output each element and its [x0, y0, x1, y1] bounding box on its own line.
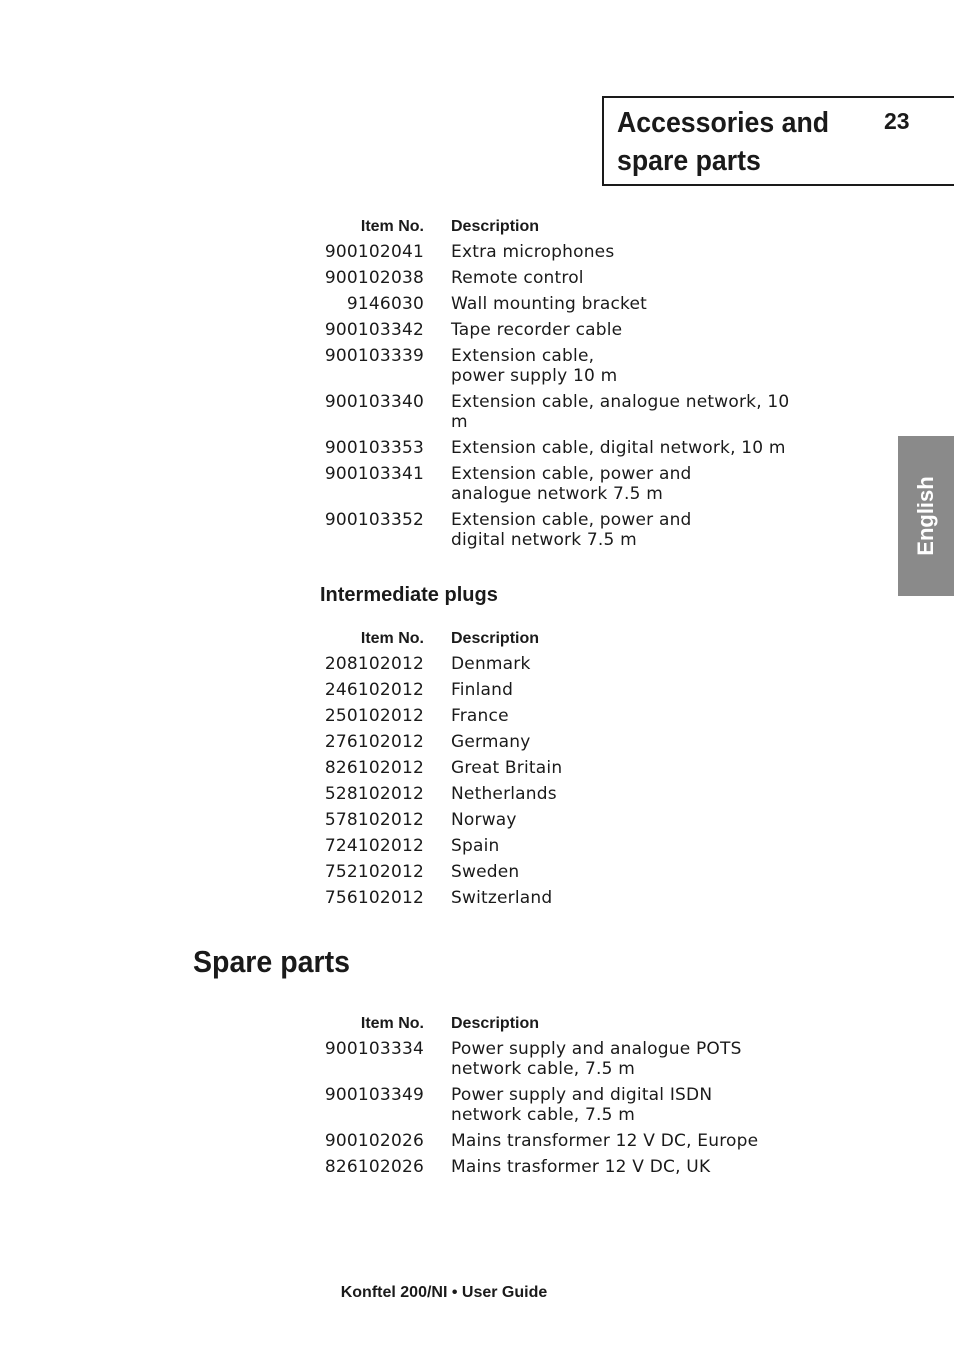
item-description: Spain	[451, 836, 500, 856]
table-row	[320, 706, 811, 726]
table-row	[320, 1085, 811, 1125]
table-row	[320, 510, 811, 550]
chapter-header	[602, 96, 954, 186]
item-description: Extra microphones	[451, 242, 615, 262]
table-row	[320, 1131, 811, 1151]
description-header: Description	[451, 630, 540, 647]
section-heading-spare-parts: Spare parts	[193, 944, 350, 979]
item-description: Sweden	[451, 862, 520, 882]
table-row	[320, 1157, 811, 1177]
item-no-header: Item No.	[360, 1015, 424, 1032]
item-description: Netherlands	[451, 784, 557, 804]
item-number: 826102026	[324, 1157, 424, 1177]
table-row	[320, 1039, 811, 1079]
item-description: Switzerland	[451, 888, 553, 908]
page-footer: Konftel 200/NI • User Guide	[340, 1284, 548, 1301]
table-row	[320, 810, 811, 830]
item-number: 826102012	[324, 758, 424, 778]
item-number: 250102012	[324, 706, 424, 726]
item-number: 724102012	[324, 836, 424, 856]
table-row	[320, 654, 811, 674]
table-header	[320, 1014, 811, 1034]
table-row	[320, 268, 811, 288]
item-description: Denmark	[451, 654, 531, 674]
item-description: Finland	[451, 680, 514, 700]
item-number: 900102026	[324, 1131, 424, 1151]
item-number: 900103349	[324, 1085, 424, 1105]
item-number: 900103340	[324, 392, 424, 412]
chapter-title: Accessories and spare parts	[617, 107, 830, 177]
spare-parts-table	[320, 1014, 811, 1183]
item-description: Power supply and analogue POTS network cable, 7.5 m	[451, 1039, 742, 1079]
item-description: Germany	[451, 732, 531, 752]
section-heading-intermediate-plugs: Intermediate plugs	[320, 584, 498, 606]
item-description: Extension cable, analogue network, 10 m	[451, 392, 790, 432]
item-description: France	[451, 706, 509, 726]
table-row	[320, 784, 811, 804]
item-number: 900103341	[324, 464, 424, 484]
table-row	[320, 836, 811, 856]
item-description: Norway	[451, 810, 517, 830]
item-number: 246102012	[324, 680, 424, 700]
item-no-header: Item No.	[360, 630, 424, 647]
item-number: 900103353	[324, 438, 424, 458]
item-number: 900102041	[324, 242, 424, 262]
table-row	[320, 438, 811, 458]
item-description: Mains transformer 12 V DC, Europe	[451, 1131, 759, 1151]
item-number: 9146030	[346, 294, 424, 314]
item-no-header: Item No.	[360, 218, 424, 235]
language-tab	[898, 436, 954, 596]
item-description: Extension cable, power and digital network 7.5 m	[451, 510, 692, 550]
table-row	[320, 758, 811, 778]
item-number: 900102038	[324, 268, 424, 288]
table-row	[320, 294, 811, 314]
item-description: Great Britain	[451, 758, 563, 778]
description-header: Description	[451, 1015, 540, 1032]
item-description: Wall mounting bracket	[451, 294, 647, 314]
item-description: Mains trasformer 12 V DC, UK	[451, 1157, 711, 1177]
item-description: Remote control	[451, 268, 584, 288]
item-number: 528102012	[324, 784, 424, 804]
table-row	[320, 392, 811, 432]
item-number: 900103342	[324, 320, 424, 340]
table-row	[320, 242, 811, 262]
table-row	[320, 732, 811, 752]
language-tab-label: English	[913, 476, 938, 556]
description-header: Description	[451, 218, 540, 235]
item-number: 756102012	[324, 888, 424, 908]
table-row	[320, 862, 811, 882]
item-number: 578102012	[324, 810, 424, 830]
item-number: 900103352	[324, 510, 424, 530]
item-number: 208102012	[324, 654, 424, 674]
page-number: 23	[884, 108, 910, 134]
item-description: Power supply and digital ISDN network cable, 7.5 m	[451, 1085, 713, 1125]
item-description: Extension cable, power supply 10 m	[451, 346, 618, 386]
item-number: 900103339	[324, 346, 424, 366]
table-row	[320, 464, 811, 504]
item-description: Extension cable, power and analogue network 7.5 m	[451, 464, 692, 504]
item-number: 276102012	[324, 732, 424, 752]
intermediate-plugs-table	[320, 629, 811, 914]
table-header	[320, 629, 811, 649]
item-number: 752102012	[324, 862, 424, 882]
table-row	[320, 680, 811, 700]
accessories-table	[320, 217, 811, 556]
item-description: Tape recorder cable	[451, 320, 623, 340]
table-row	[320, 320, 811, 340]
table-row	[320, 888, 811, 908]
item-description: Extension cable, digital network, 10 m	[451, 438, 786, 458]
item-number: 900103334	[324, 1039, 424, 1059]
table-row	[320, 346, 811, 386]
table-header	[320, 217, 811, 237]
